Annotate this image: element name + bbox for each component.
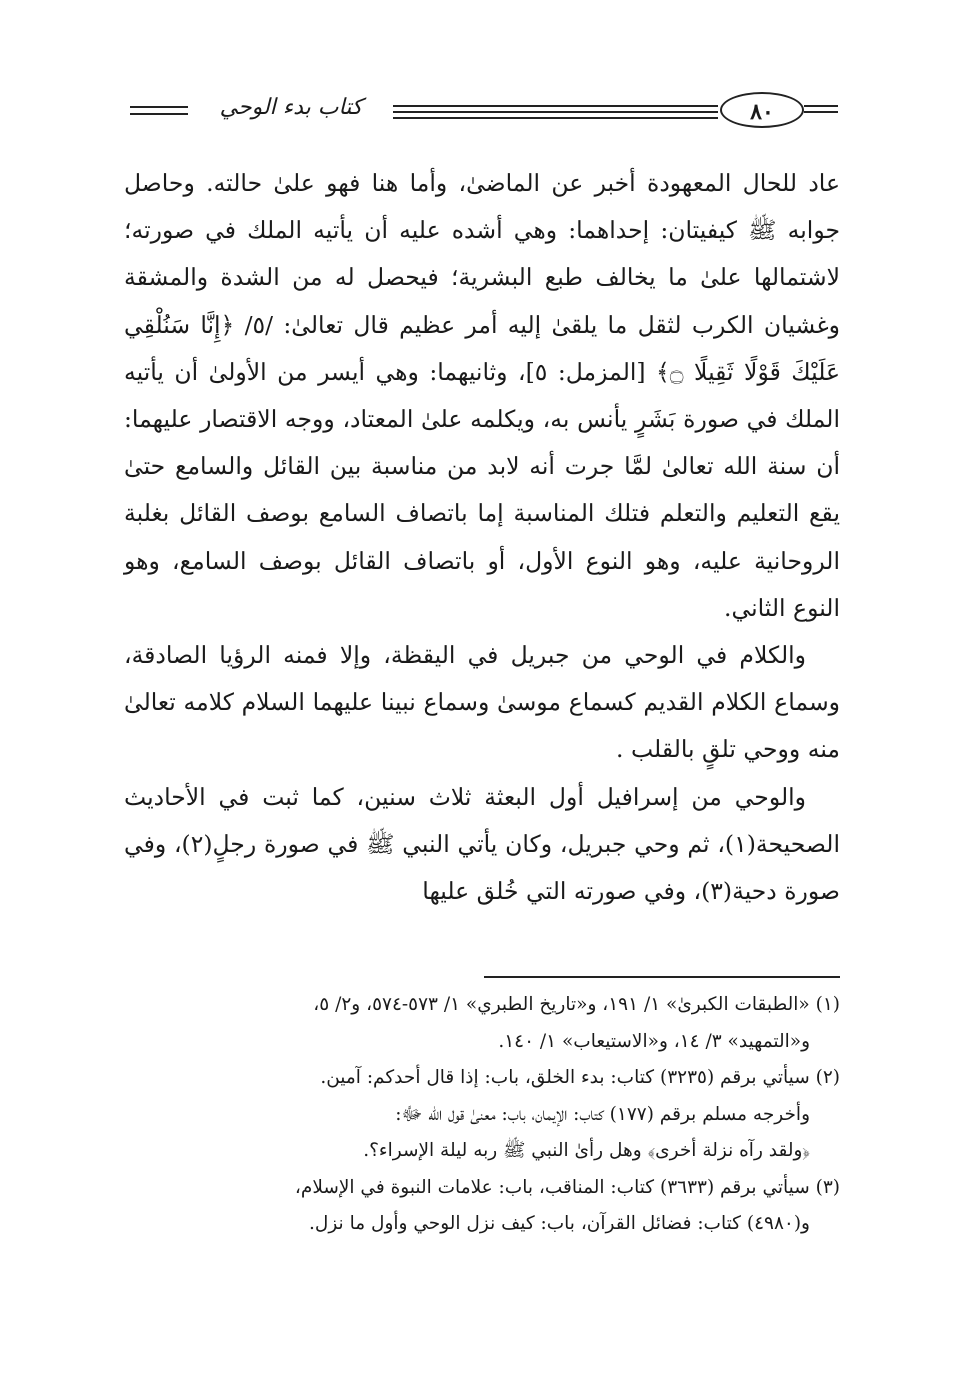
main-text xyxy=(124,160,840,915)
header-rule-left xyxy=(130,113,188,115)
footnote-3: (٣) سيأتي برقم (٣٦٣٣) كتاب: المناقب، باب: علامات النبوة في الإسلام، xyxy=(294,1176,840,1198)
footnote-1-continuation: و«التمهيد» ٣/ ١٤، و«الاستيعاب» ١/ ١٤٠. xyxy=(498,1030,810,1052)
header-rule-right xyxy=(804,105,838,107)
header-rule-middle xyxy=(393,117,718,119)
footnote-2: (٢) سيأتي برقم (٣٢٣٥) كتاب: بدء الخلق، باب: إذا قال أحدكم: آمين. xyxy=(320,1067,840,1088)
page-header xyxy=(128,88,838,136)
header-rule-middle xyxy=(393,111,718,113)
paragraph-3: والوحي من إسرافيل أول البعثة ثلاث سنين، كما ثبت في الأحاديث الصحيحة(١)، ثم وحي جبريل، وكان يأتي النبي ﷺ في صورة رجلٍ(٢)، وفي صورة دحية(٣)، وفي صورته التي خُلق عليها xyxy=(124,782,840,906)
footnote-3-continuation: و(٤٩٨٠) كتاب: فضائل القرآن، باب: كيف نزل الوحي وأول ما نزل. xyxy=(309,1213,810,1234)
footnotes xyxy=(124,987,840,1243)
footnote-separator xyxy=(484,976,840,978)
footnote-2-continuation: ﴿ولقد رآه نزلة أخرى﴾ وهل رأىٰ النبي ﷺ ربه ليلة الإسراء؟. xyxy=(363,1140,810,1161)
footnote-2-continuation: وأخرجه مسلم برقم (١٧٧) كتاب: الإيمان، باب: معنىٰ قول الله ﷻ: xyxy=(395,1103,810,1125)
header-rule-right xyxy=(804,111,838,113)
paragraph-2: والكلام في الوحي من جبريل في اليقظة، وإلا فمنه الرؤيا الصادقة، وسماع الكلام القديم كسماع موسىٰ وسماع نبينا عليهما السلام كلامه تعالىٰ منه ووحي تلقٍ بالقلب . xyxy=(124,641,840,764)
footnote-1: (١) «الطبقات الكبرىٰ» ١/ ١٩١، و«تاريخ الطبري» ١/ ٥٧٣-٥٧٤، و٢/ ٥، xyxy=(313,994,840,1015)
paragraph-1: عاد للحال المعهودة أخبر عن الماضىٰ، وأما هنا فهو علىٰ حالته. وحاصل جوابه ﷺ كيفيتان: إحداهما: وهي أشده عليه أن يأتيه الملك في صورته؛ لاشتمالها علىٰ ما يخالف طبع البشرية؛ فيحصل له من الشدة والمشقة وغشيان الكرب لثقل ما يلقىٰ إليه أمر عظيم قال تعالىٰ: /٥/ ﴿إِنَّا سَنُلْقِي عَلَيْكَ قَوْلًا ثَقِيلًا ۝﴾ [المزمل: ٥]، وثانيهما: وهي أيسر من الأولىٰ أن يأتيه الملك في صورة بَشَرٍ يأنس به، ويكلمه علىٰ المعتاد، ووجه الاقتصار عليهما: أن سنة الله تعالىٰ لمَّا جرت أنه لابد من مناسبة بين القائل والسامع حتىٰ يقع التعليم والتعلم فتلك المناسبة إما باتصاف السامع بوصف القائل بغلبة الروحانية عليه، وهو النوع الأول، أو باتصاف القائل بوصف السامع، وهو النوع الثاني. xyxy=(124,169,840,622)
header-rule-left xyxy=(130,106,188,108)
page-number: ٨٠ xyxy=(720,92,804,128)
header-rule-middle xyxy=(393,105,718,107)
running-title: كتاب بدء الوحي xyxy=(219,95,363,120)
